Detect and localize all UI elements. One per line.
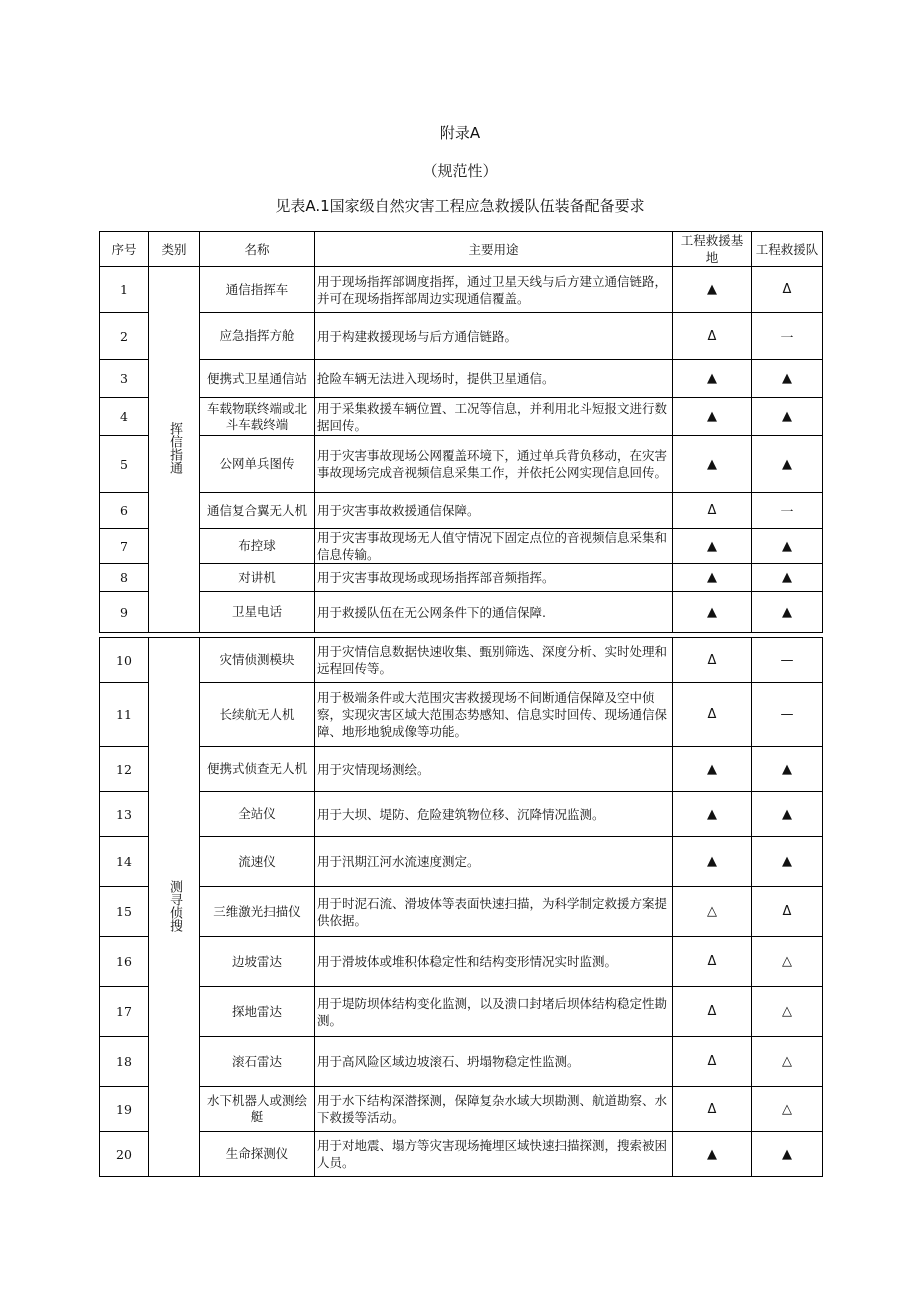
equipment-use: 用于水下结构深潜探测，保障复杂水域大坝勘测、航道勘察、水下救援等活动。 bbox=[315, 1087, 673, 1132]
equipment-use: 用于高风险区域边坡滚石、坍塌物稳定性监测。 bbox=[315, 1037, 673, 1087]
equipment-use: 用于汛期江河水流速度测定。 bbox=[315, 837, 673, 887]
table-title: 见表A.1国家级自然灾害工程应急救援队伍装备配备要求 bbox=[275, 197, 645, 215]
base-requirement-mark: Δ bbox=[673, 1087, 752, 1132]
equipment-name: 三维激光扫描仪 bbox=[200, 887, 315, 937]
team-requirement-mark: — bbox=[752, 638, 823, 683]
team-requirement-mark: △ bbox=[752, 1037, 823, 1087]
row-number: 11 bbox=[100, 683, 149, 747]
table-row bbox=[100, 398, 823, 436]
equipment-use: 用于对地震、塌方等灾害现场掩埋区域快速扫描探测，搜索被困人员。 bbox=[315, 1132, 673, 1177]
table-row bbox=[100, 436, 823, 493]
base-requirement-mark: ▲ bbox=[673, 792, 752, 837]
table-row bbox=[100, 493, 823, 529]
equipment-name: 通信复合翼无人机 bbox=[200, 493, 315, 529]
base-requirement-mark: Δ bbox=[673, 493, 752, 529]
table-row bbox=[100, 987, 823, 1037]
equipment-name: 公网单兵图传 bbox=[200, 436, 315, 493]
table-row bbox=[100, 683, 823, 747]
row-number: 19 bbox=[100, 1087, 149, 1132]
team-requirement-mark: 一 bbox=[752, 313, 823, 360]
team-requirement-mark: 一 bbox=[752, 493, 823, 529]
team-requirement-mark: ▲ bbox=[752, 564, 823, 592]
table-row bbox=[100, 360, 823, 398]
row-number: 18 bbox=[100, 1037, 149, 1087]
equipment-name: 全站仪 bbox=[200, 792, 315, 837]
equipment-table bbox=[99, 231, 823, 1177]
header-team: 工程救援队 bbox=[752, 232, 823, 267]
table-row bbox=[100, 1037, 823, 1087]
equipment-name: 对讲机 bbox=[200, 564, 315, 592]
base-requirement-mark: ▲ bbox=[673, 592, 752, 633]
equipment-use: 用于堤防坝体结构变化监测，以及溃口封堵后坝体结构稳定性勘测。 bbox=[315, 987, 673, 1037]
equipment-use: 用于救援队伍在无公网条件下的通信保障. bbox=[315, 592, 673, 633]
normative-label: （规范性） bbox=[422, 162, 498, 180]
team-requirement-mark: ▲ bbox=[752, 360, 823, 398]
table-row bbox=[100, 1132, 823, 1177]
equipment-name: 应急指挥方舱 bbox=[200, 313, 315, 360]
base-requirement-mark: ▲ bbox=[673, 1132, 752, 1177]
header-no: 序号 bbox=[100, 232, 149, 267]
equipment-use: 用于大坝、堤防、危险建筑物位移、沉降情况监测。 bbox=[315, 792, 673, 837]
equipment-name: 长续航无人机 bbox=[200, 683, 315, 747]
base-requirement-mark: Δ bbox=[673, 638, 752, 683]
table-row bbox=[100, 529, 823, 564]
team-requirement-mark: ▲ bbox=[752, 436, 823, 493]
table-row bbox=[100, 638, 823, 683]
base-requirement-mark: Δ bbox=[673, 683, 752, 747]
team-requirement-mark: ▲ bbox=[752, 1132, 823, 1177]
team-requirement-mark: ▲ bbox=[752, 747, 823, 792]
base-requirement-mark: ▲ bbox=[673, 360, 752, 398]
row-number: 2 bbox=[100, 313, 149, 360]
equipment-use: 用于采集救援车辆位置、工况等信息，并利用北斗短报文进行数据回传。 bbox=[315, 398, 673, 436]
base-requirement-mark: ▲ bbox=[673, 837, 752, 887]
equipment-use: 用于现场指挥部调度指挥，通过卫星天线与后方建立通信链路，并可在现场指挥部周边实现通信覆盖。 bbox=[315, 267, 673, 313]
category-label: 测寻侦搜 bbox=[167, 879, 182, 932]
equipment-name: 边坡雷达 bbox=[200, 937, 315, 987]
equipment-use: 用于灾害事故现场公网覆盖环境下，通过单兵背负移动，在灾害事故现场完成音视频信息采集工作，并依托公网实现信息回传。 bbox=[315, 436, 673, 493]
equipment-use: 抢险车辆无法进入现场时，提供卫星通信。 bbox=[315, 360, 673, 398]
header-base: 工程救援基地 bbox=[673, 232, 752, 267]
header-use: 主要用途 bbox=[315, 232, 673, 267]
team-requirement-mark: Δ bbox=[752, 267, 823, 313]
equipment-name: 布控球 bbox=[200, 529, 315, 564]
base-requirement-mark: ▲ bbox=[673, 564, 752, 592]
row-number: 14 bbox=[100, 837, 149, 887]
base-requirement-mark: Δ bbox=[673, 1037, 752, 1087]
row-number: 17 bbox=[100, 987, 149, 1037]
row-number: 10 bbox=[100, 638, 149, 683]
equipment-use: 用于构建救援现场与后方通信链路。 bbox=[315, 313, 673, 360]
table-row bbox=[100, 592, 823, 633]
row-number: 3 bbox=[100, 360, 149, 398]
team-requirement-mark: Δ bbox=[752, 887, 823, 937]
row-number: 20 bbox=[100, 1132, 149, 1177]
row-number: 1 bbox=[100, 267, 149, 313]
base-requirement-mark: ▲ bbox=[673, 436, 752, 493]
equipment-name: 生命探测仪 bbox=[200, 1132, 315, 1177]
table-row bbox=[100, 267, 823, 313]
equipment-name: 便携式卫星通信站 bbox=[200, 360, 315, 398]
equipment-name: 通信指挥车 bbox=[200, 267, 315, 313]
table-row bbox=[100, 313, 823, 360]
table-row bbox=[100, 564, 823, 592]
equipment-use: 用于灾情现场测绘。 bbox=[315, 747, 673, 792]
row-number: 4 bbox=[100, 398, 149, 436]
team-requirement-mark: — bbox=[752, 683, 823, 747]
base-requirement-mark: Δ bbox=[673, 987, 752, 1037]
table-row bbox=[100, 937, 823, 987]
table-row bbox=[100, 837, 823, 887]
row-number: 13 bbox=[100, 792, 149, 837]
equipment-name: 卫星电话 bbox=[200, 592, 315, 633]
category-label: 挥信指通 bbox=[167, 422, 182, 474]
row-number: 12 bbox=[100, 747, 149, 792]
category-cell bbox=[149, 638, 200, 1177]
team-requirement-mark: △ bbox=[752, 937, 823, 987]
base-requirement-mark: ▲ bbox=[673, 267, 752, 313]
row-number: 9 bbox=[100, 592, 149, 633]
equipment-name: 车载物联终端或北斗车载终端 bbox=[200, 398, 315, 436]
row-number: 5 bbox=[100, 436, 149, 493]
category-cell bbox=[149, 267, 200, 633]
equipment-use: 用于极端条件或大范围灾害救援现场不间断通信保障及空中侦察，实现灾害区域大范围态势感知、信息实时回传、现场通信保障、地形地貌成像等功能。 bbox=[315, 683, 673, 747]
team-requirement-mark: ▲ bbox=[752, 837, 823, 887]
team-requirement-mark: △ bbox=[752, 987, 823, 1037]
equipment-use: 用于灾害事故救援通信保障。 bbox=[315, 493, 673, 529]
table-row bbox=[100, 1087, 823, 1132]
equipment-use: 用于滑坡体或堆积体稳定性和结构变形情况实时监测。 bbox=[315, 937, 673, 987]
base-requirement-mark: Δ bbox=[673, 937, 752, 987]
equipment-use: 用于时泥石流、滑坡体等表面快速扫描，为科学制定救援方案提供依据。 bbox=[315, 887, 673, 937]
table-row bbox=[100, 747, 823, 792]
team-requirement-mark: △ bbox=[752, 1087, 823, 1132]
equipment-name: 灾情侦测模块 bbox=[200, 638, 315, 683]
table-row bbox=[100, 887, 823, 937]
team-requirement-mark: ▲ bbox=[752, 529, 823, 564]
header-category: 类别 bbox=[149, 232, 200, 267]
header-name: 名称 bbox=[200, 232, 315, 267]
equipment-name: 便携式侦查无人机 bbox=[200, 747, 315, 792]
base-requirement-mark: ▲ bbox=[673, 398, 752, 436]
team-requirement-mark: ▲ bbox=[752, 398, 823, 436]
equipment-name: 探地雷达 bbox=[200, 987, 315, 1037]
base-requirement-mark: △ bbox=[673, 887, 752, 937]
row-number: 7 bbox=[100, 529, 149, 564]
equipment-use: 用于灾害事故现场或现场指挥部音频指挥。 bbox=[315, 564, 673, 592]
table-row bbox=[100, 792, 823, 837]
equipment-use: 用于灾害事故现场无人值守情况下固定点位的音视频信息采集和信息传输。 bbox=[315, 529, 673, 564]
table-header-row bbox=[100, 232, 823, 267]
base-requirement-mark: ▲ bbox=[673, 529, 752, 564]
base-requirement-mark: Δ bbox=[673, 313, 752, 360]
appendix-title: 附录A bbox=[439, 124, 481, 142]
base-requirement-mark: ▲ bbox=[673, 747, 752, 792]
row-number: 8 bbox=[100, 564, 149, 592]
equipment-use: 用于灾情信息数据快速收集、甄别筛选、深度分析、实时处理和远程回传等。 bbox=[315, 638, 673, 683]
equipment-name: 水下机器人或测绘艇 bbox=[200, 1087, 315, 1132]
row-number: 16 bbox=[100, 937, 149, 987]
row-number: 15 bbox=[100, 887, 149, 937]
row-number: 6 bbox=[100, 493, 149, 529]
equipment-name: 滚石雷达 bbox=[200, 1037, 315, 1087]
team-requirement-mark: ▲ bbox=[752, 792, 823, 837]
equipment-name: 流速仪 bbox=[200, 837, 315, 887]
team-requirement-mark: ▲ bbox=[752, 592, 823, 633]
